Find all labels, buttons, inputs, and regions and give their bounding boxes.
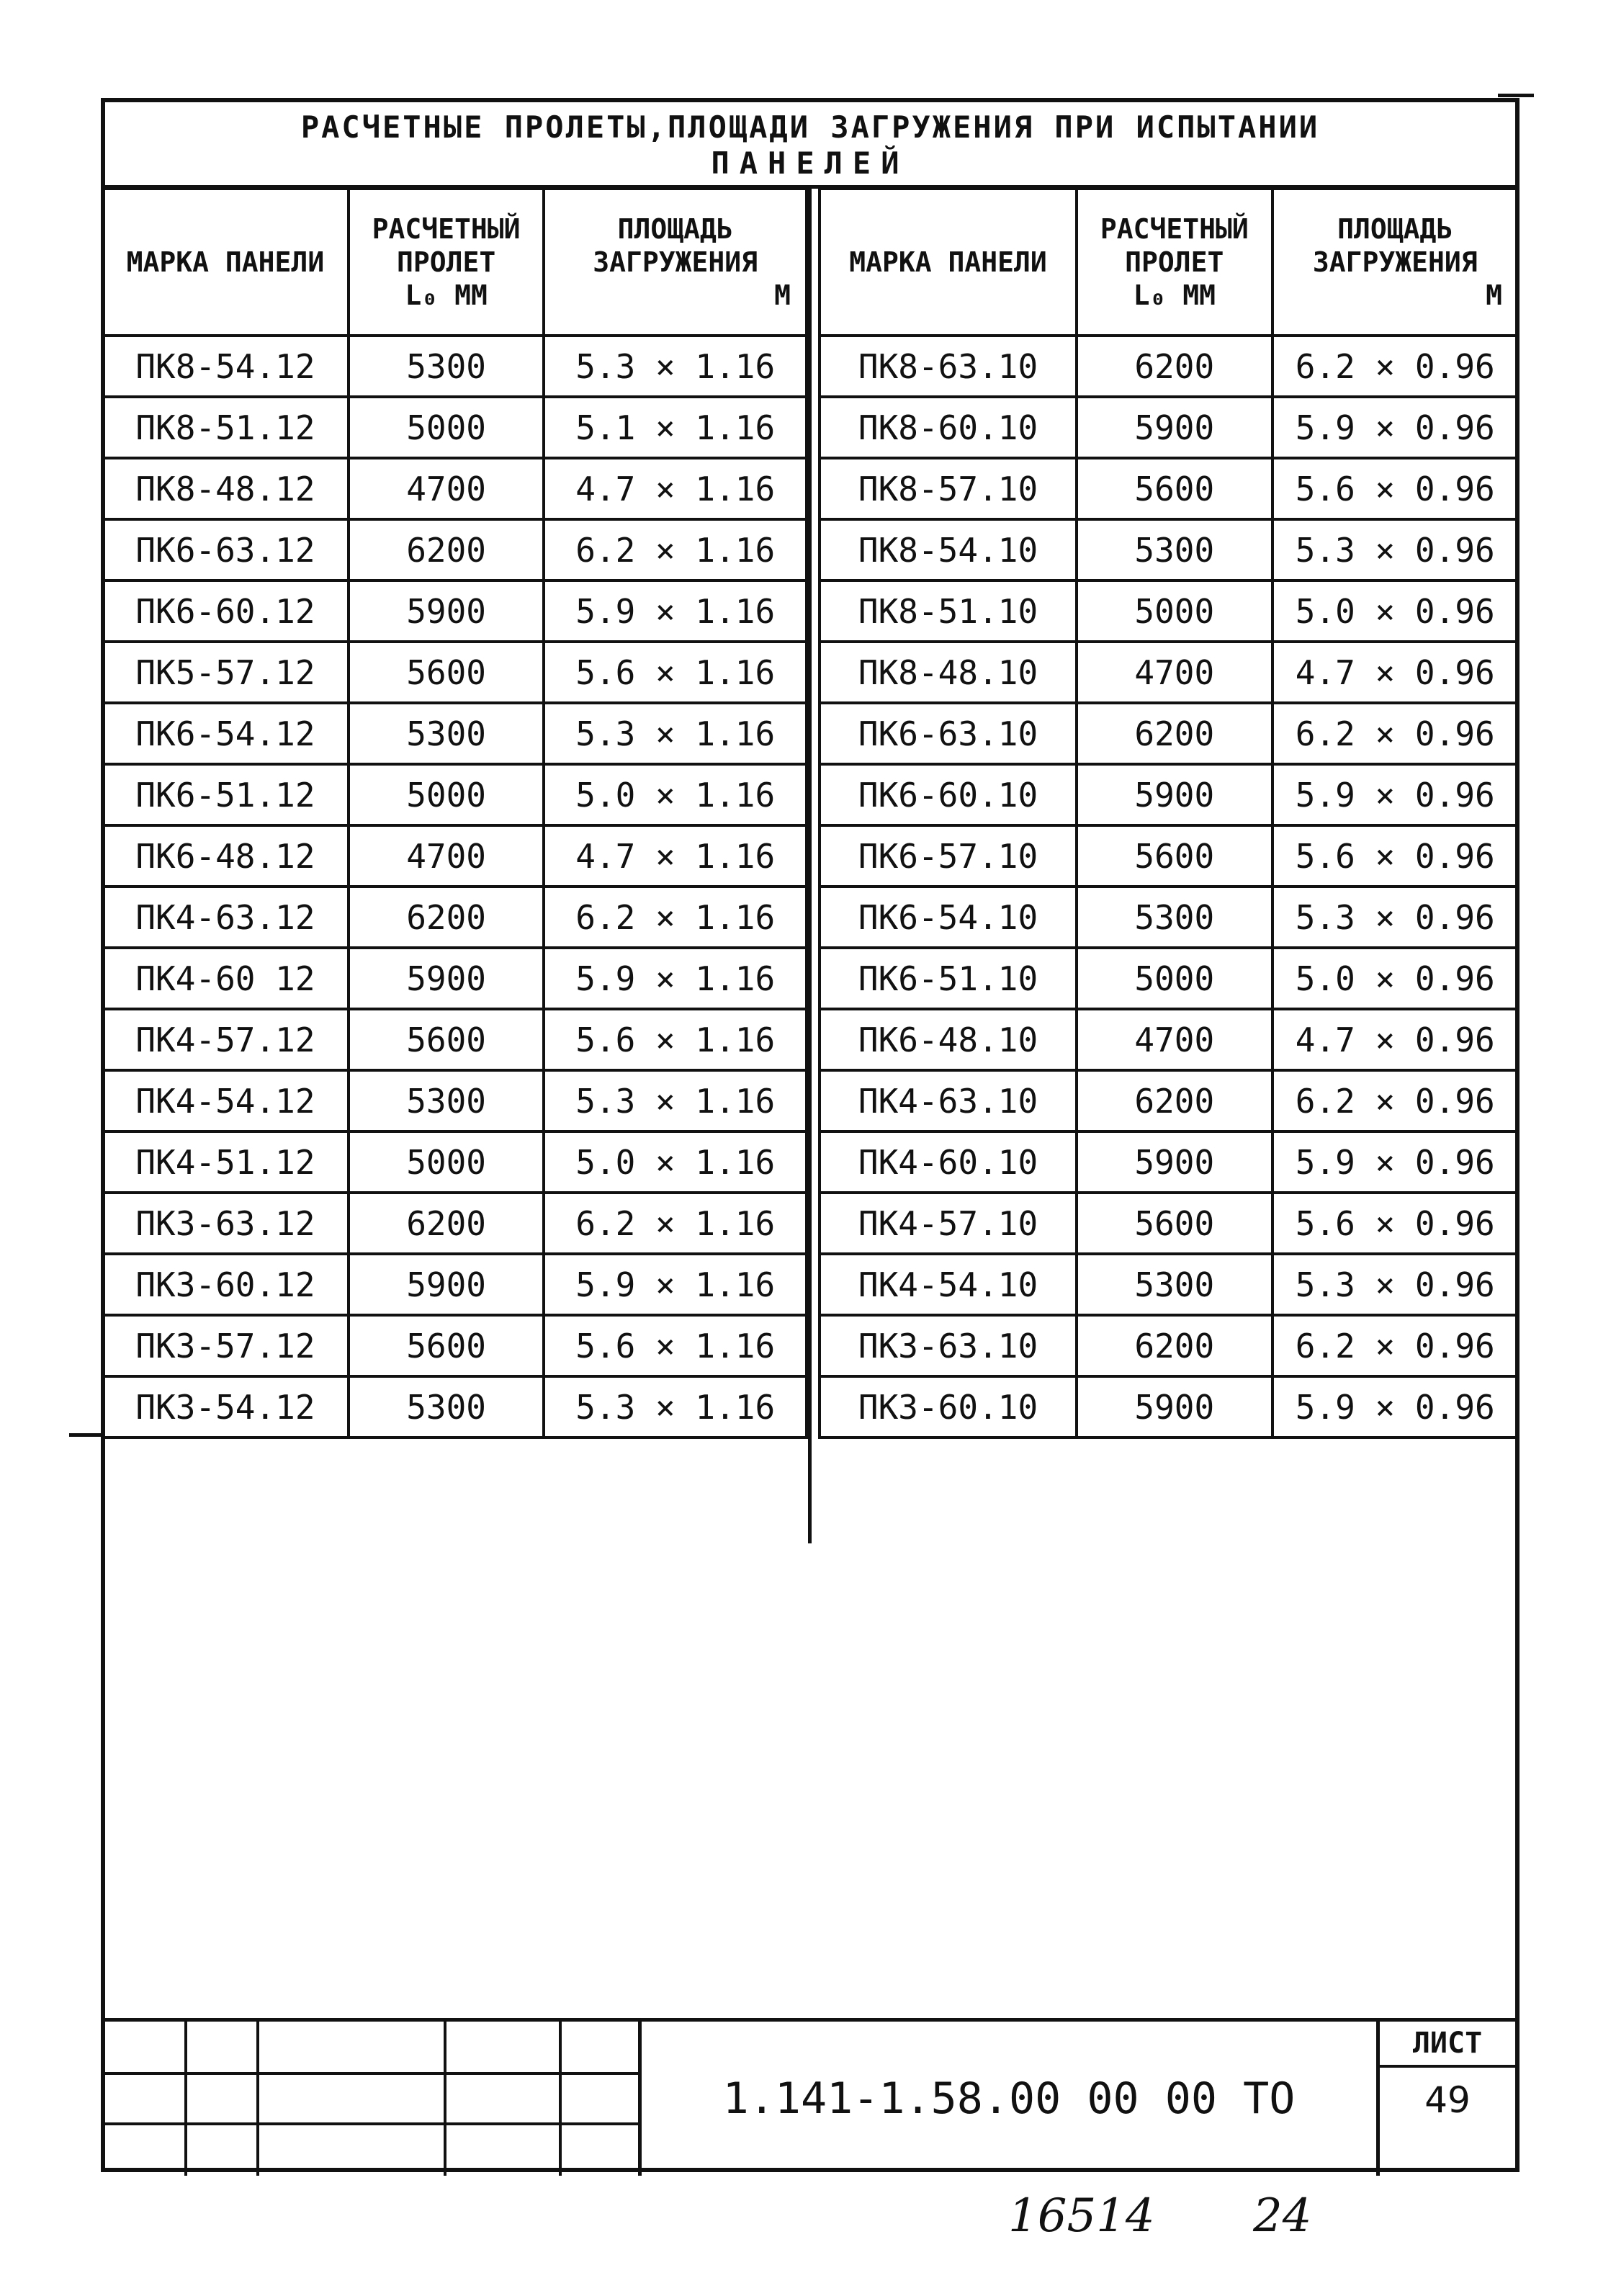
area-cell: 4.7 × 1.16 [544,825,807,887]
table-row [102,397,807,458]
span-cell: 5600 [349,642,544,703]
area-cell: 5.6 × 0.96 [1272,458,1519,519]
sheet-edge-tick-top [1498,94,1534,97]
panel-mark-cell: ПК8-54.12 [102,336,349,397]
area-cell: 5.9 × 0.96 [1272,1376,1519,1438]
title-line-1: РАСЧЕТНЫЕ ПРОЛЕТЫ,ПЛОЩАДИ ЗАГРУЖЕНИЯ ПРИ ИСПЫТАНИИ [300,109,1320,145]
span-cell: 5600 [349,1315,544,1376]
span-cell: 6200 [1077,1315,1272,1376]
span-cell: 5600 [349,1009,544,1070]
drawing-sheet [101,98,1520,2172]
area-cell: 6.2 × 0.96 [1272,703,1519,764]
document-code: 1.141-1.58.00 00 00 ТО [638,2022,1380,2176]
panel-mark-cell: ПК4-57.10 [820,1193,1077,1254]
table-row [102,1254,807,1315]
grid-line [184,2022,187,2176]
panel-mark-cell: ПК3-57.12 [102,1315,349,1376]
panel-mark-cell: ПК8-60.10 [820,397,1077,458]
area-cell: 5.6 × 1.16 [544,1009,807,1070]
span-cell: 5000 [1077,580,1272,642]
area-cell: 5.9 × 0.96 [1272,1131,1519,1193]
header-mark: МАРКА ПАНЕЛИ [820,189,1077,336]
panel-mark-cell: ПК6-60.12 [102,580,349,642]
table-row [820,1193,1518,1254]
panel-mark-cell: ПК6-48.12 [102,825,349,887]
table-row [820,519,1518,580]
span-cell: 6200 [349,519,544,580]
table-row [820,825,1518,887]
span-cell: 5900 [1077,1376,1272,1438]
span-cell: 6200 [349,1193,544,1254]
area-cell: 5.9 × 0.96 [1272,397,1519,458]
panel-mark-cell: ПК3-63.12 [102,1193,349,1254]
panel-mark-cell: ПК8-51.10 [820,580,1077,642]
panel-mark-cell: ПК4-63.10 [820,1070,1077,1131]
title-line-2: ПАНЕЛЕЙ [711,145,910,181]
area-cell: 6.2 × 1.16 [544,1193,807,1254]
table-row [820,1254,1518,1315]
table-row [102,1315,807,1376]
panel-mark-cell: ПК3-54.12 [102,1376,349,1438]
header-mark: МАРКА ПАНЕЛИ [102,189,349,336]
panel-mark-cell: ПК3-60.10 [820,1376,1077,1438]
table-row [102,1009,807,1070]
area-cell: 6.2 × 0.96 [1272,1070,1519,1131]
span-cell: 6200 [1077,703,1272,764]
table-row [820,1315,1518,1376]
area-cell: 5.3 × 1.16 [544,1376,807,1438]
left-header-row [102,189,807,336]
area-cell: 5.9 × 0.96 [1272,764,1519,825]
span-cell: 5000 [1077,948,1272,1009]
span-cell: 6200 [349,887,544,948]
panel-mark-cell: ПК6-51.12 [102,764,349,825]
span-cell: 5900 [349,1254,544,1315]
span-cell: 6200 [1077,336,1272,397]
area-cell: 5.6 × 1.16 [544,1315,807,1376]
span-cell: 5600 [1077,458,1272,519]
table-row [102,1131,807,1193]
area-cell: 5.9 × 1.16 [544,1254,807,1315]
table-row [820,458,1518,519]
table-row [102,642,807,703]
panel-mark-cell: ПК4-60.10 [820,1131,1077,1193]
table-row [820,580,1518,642]
table-row [820,397,1518,458]
page-title [105,102,1515,189]
span-cell: 5900 [349,948,544,1009]
span-cell: 4700 [1077,642,1272,703]
panel-mark-cell: ПК8-48.10 [820,642,1077,703]
table-row [820,336,1518,397]
span-cell: 5600 [1077,1193,1272,1254]
panel-mark-cell: ПК4-54.12 [102,1070,349,1131]
span-cell: 5000 [349,764,544,825]
area-cell: 6.2 × 0.96 [1272,1315,1519,1376]
panel-mark-cell: ПК4-63.12 [102,887,349,948]
area-cell: 6.2 × 1.16 [544,887,807,948]
sheet-margin-tick [69,1433,105,1437]
area-cell: 4.7 × 0.96 [1272,642,1519,703]
table-row [102,519,807,580]
area-cell: 5.0 × 0.96 [1272,948,1519,1009]
panel-mark-cell: ПК6-54.12 [102,703,349,764]
panel-mark-cell: ПК3-60.12 [102,1254,349,1315]
table-row [820,1376,1518,1438]
sheet-number: 49 [1424,2079,1471,2121]
table-row [820,642,1518,703]
area-cell: 5.3 × 0.96 [1272,1254,1519,1315]
panel-mark-cell: ПК6-57.10 [820,825,1077,887]
span-cell: 6200 [1077,1070,1272,1131]
area-cell: 5.3 × 0.96 [1272,519,1519,580]
panel-mark-cell: ПК6-63.12 [102,519,349,580]
span-cell: 5300 [349,703,544,764]
span-cell: 5000 [349,1131,544,1193]
grid-line [559,2022,562,2176]
area-cell: 4.7 × 0.96 [1272,1009,1519,1070]
panel-mark-cell: ПК4-51.12 [102,1131,349,1193]
table-row [820,1070,1518,1131]
panel-mark-cell: ПК6-63.10 [820,703,1077,764]
table-row [102,580,807,642]
span-cell: 5600 [1077,825,1272,887]
span-cell: 4700 [1077,1009,1272,1070]
area-cell: 4.7 × 1.16 [544,458,807,519]
area-cell: 5.1 × 1.16 [544,397,807,458]
header-span: РАСЧЕТНЫЙ ПРОЛЕТ L₀ ММ [1077,189,1272,336]
span-cell: 5300 [349,336,544,397]
handwritten-note: 16514 [1008,2189,1155,2243]
area-cell: 6.2 × 0.96 [1272,336,1519,397]
table-row [820,948,1518,1009]
right-header-row [820,189,1518,336]
area-cell: 5.3 × 1.16 [544,336,807,397]
span-cell: 5300 [1077,887,1272,948]
grid-line [256,2022,259,2176]
table-row [102,764,807,825]
table-divider [808,187,812,1543]
panel-mark-cell: ПК3-63.10 [820,1315,1077,1376]
area-cell: 5.3 × 1.16 [544,703,807,764]
header-area: ПЛОЩАДЬ ЗАГРУЖЕНИЯ М [1272,189,1519,336]
panel-mark-cell: ПК4-57.12 [102,1009,349,1070]
table-row [820,1131,1518,1193]
grid-line [444,2022,446,2176]
span-cell: 5300 [349,1070,544,1131]
table-row [102,1376,807,1438]
table-row [820,703,1518,764]
panel-mark-cell: ПК4-60 12 [102,948,349,1009]
sheet-number-box [1380,2022,1515,2176]
area-cell: 5.6 × 0.96 [1272,825,1519,887]
right-table-body [820,336,1518,1438]
table-row [102,703,807,764]
panel-mark-cell: ПК6-51.10 [820,948,1077,1009]
table-row [820,764,1518,825]
panel-mark-cell: ПК8-48.12 [102,458,349,519]
panel-mark-cell: ПК6-60.10 [820,764,1077,825]
area-cell: 5.9 × 1.16 [544,580,807,642]
header-area: ПЛОЩАДЬ ЗАГРУЖЕНИЯ М [544,189,807,336]
area-cell: 6.2 × 1.16 [544,519,807,580]
panel-mark-cell: ПК4-54.10 [820,1254,1077,1315]
table-row [102,336,807,397]
area-cell: 5.3 × 0.96 [1272,887,1519,948]
span-cell: 5300 [349,1376,544,1438]
panel-mark-cell: ПК8-54.10 [820,519,1077,580]
panel-mark-cell: ПК8-51.12 [102,397,349,458]
table-row [102,1070,807,1131]
area-cell: 5.3 × 1.16 [544,1070,807,1131]
table-row [102,458,807,519]
panel-mark-cell: ПК6-48.10 [820,1009,1077,1070]
table-row [820,887,1518,948]
span-cell: 4700 [349,825,544,887]
table-row [102,825,807,887]
sheet-label: ЛИСТ [1380,2022,1515,2068]
handwritten-note: 24 [1253,2189,1312,2243]
area-cell: 5.0 × 1.16 [544,1131,807,1193]
span-cell: 5900 [349,580,544,642]
panel-mark-cell: ПК6-54.10 [820,887,1077,948]
area-cell: 5.9 × 1.16 [544,948,807,1009]
area-cell: 5.6 × 1.16 [544,642,807,703]
span-cell: 5900 [1077,764,1272,825]
span-cell: 5300 [1077,1254,1272,1315]
span-cell: 5900 [1077,1131,1272,1193]
right-panel-table [818,187,1520,1439]
left-panel-table [101,187,808,1439]
panel-mark-cell: ПК8-63.10 [820,336,1077,397]
panel-mark-cell: ПК8-57.10 [820,458,1077,519]
span-cell: 5300 [1077,519,1272,580]
area-cell: 5.0 × 1.16 [544,764,807,825]
span-cell: 5900 [1077,397,1272,458]
area-cell: 5.6 × 0.96 [1272,1193,1519,1254]
left-table-body [102,336,807,1438]
table-row [820,1009,1518,1070]
title-block-grid [105,2022,638,2176]
table-row [102,1193,807,1254]
span-cell: 5000 [349,397,544,458]
area-cell: 5.0 × 0.96 [1272,580,1519,642]
header-span: РАСЧЕТНЫЙ ПРОЛЕТ L₀ ММ [349,189,544,336]
span-cell: 4700 [349,458,544,519]
table-row [102,887,807,948]
panel-mark-cell: ПК5-57.12 [102,642,349,703]
title-block [105,2018,1515,2176]
table-row [102,948,807,1009]
